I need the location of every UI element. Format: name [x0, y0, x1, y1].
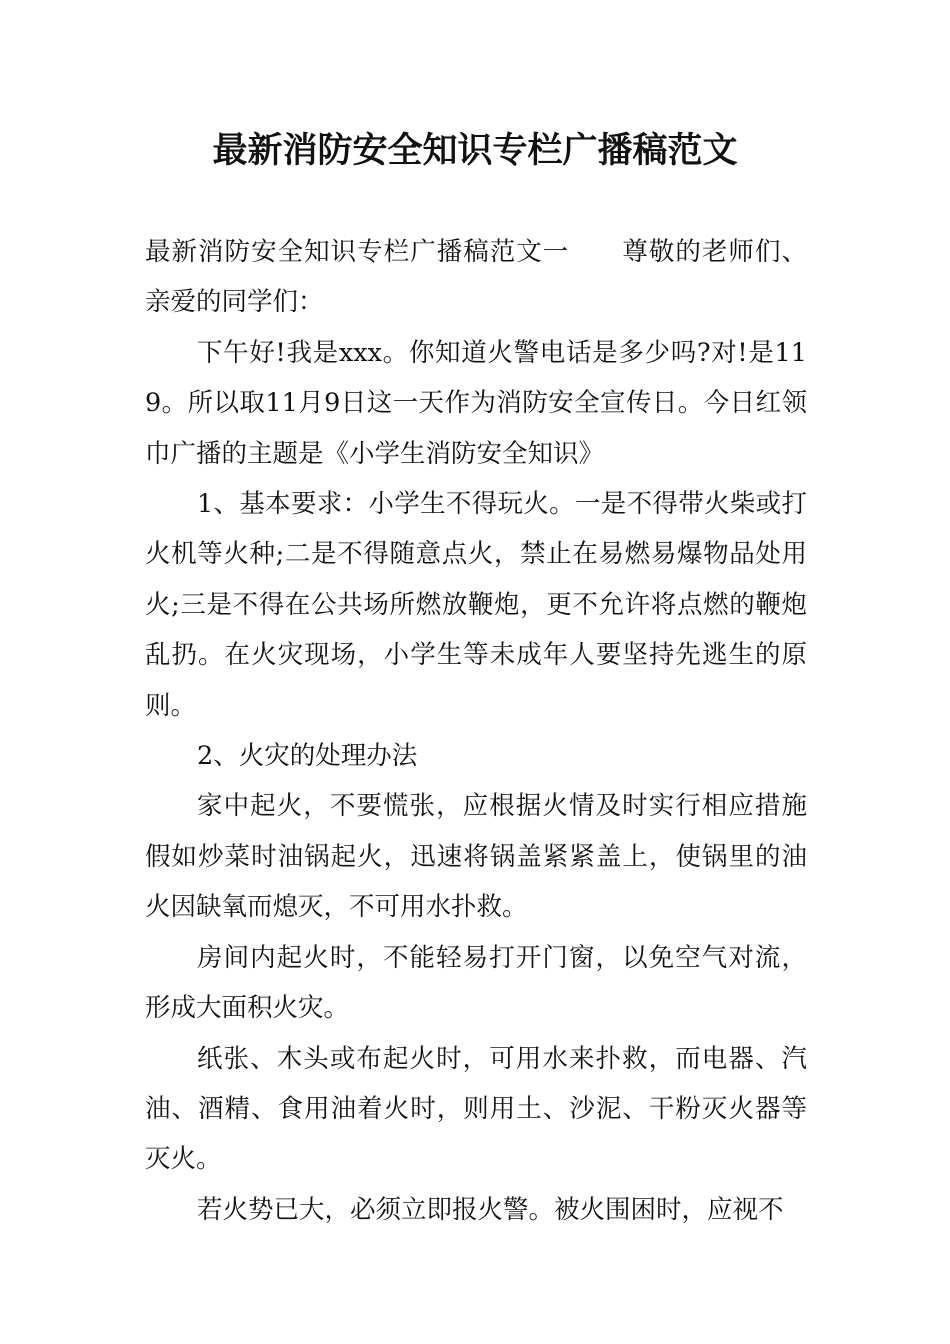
paragraph-basic-requirements: 1、基本要求：小学生不得玩火。一是不得带火柴或打火机等火种;二是不得随意点火，禁止在易燃易爆物品处用火;三是不得在公共场所燃放鞭炮，更不允许将点燃的鞭炮乱扔。在火灾现场，小学生等未成年人要坚持先逃生的原则。	[145, 489, 807, 721]
paragraph-extinguish-methods: 纸张、木头或布起火时，可用水来扑救，而电器、汽油、酒精、食用油着火时，则用土、沙泥、干粉灭火器等灭火。	[145, 1043, 807, 1175]
document-body	[145, 227, 807, 1235]
paragraph-greeting: 下午好!我是xxx。你知道火警电话是多少吗?对!是119。所以取11月9日这一天作为消防安全宣传日。今日红领巾广播的主题是《小学生消防安全知识》	[145, 337, 807, 469]
intro-heading: 最新消防安全知识专栏广播稿范文一	[145, 237, 570, 267]
document-title: 最新消防安全知识专栏广播稿范文	[212, 131, 738, 171]
paragraph-report-fire: 若火势已大，必须立即报火警。被火围困时，应视不	[197, 1194, 784, 1225]
paragraph-room-fire: 房间内起火时，不能轻易打开门窗，以免空气对流，形成大面积火灾。	[145, 942, 807, 1024]
paragraph-fire-handling-heading: 2、火灾的处理办法	[197, 741, 418, 772]
paragraph-home-fire: 家中起火，不要慌张，应根据火情及时实行相应措施假如炒菜时油锅起火，迅速将锅盖紧紧盖上，使锅里的油火因缺氧而熄灭，不可用水扑救。	[145, 791, 807, 923]
intro-paragraph	[145, 227, 807, 328]
intro-greeting: 尊敬的老师们、亲爱的同学们：	[145, 237, 807, 318]
